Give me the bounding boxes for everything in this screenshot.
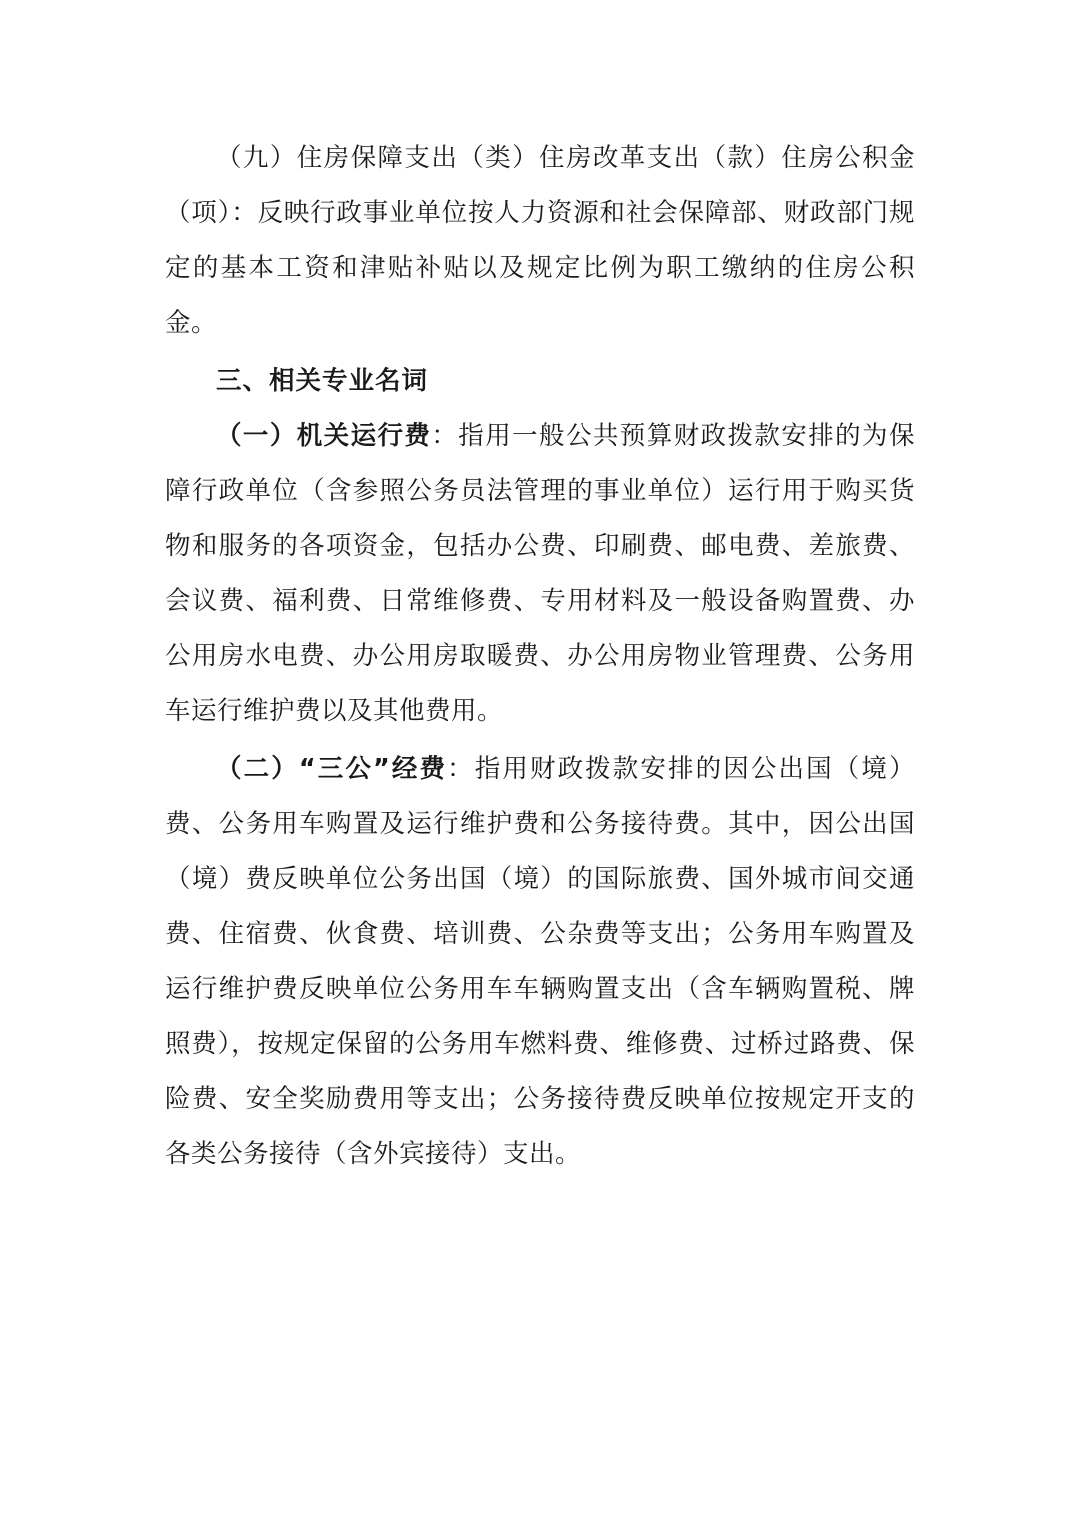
document-page <box>165 131 915 1182</box>
three-public-label: （二）“三公”经费 <box>216 754 448 784</box>
operating-cost-label: （一）机关运行费 <box>216 421 432 451</box>
operating-cost-text: ：指用一般公共预算财政拨款安排的为保障行政单位（含参照公务员法管理的事业单位）运行用于购买货物和服务的各项资金，包括办公费、印刷费、邮电费、差旅费、会议费、福利费、日常维修费、专用材料及一般设备购置费、办公用房水电费、办公用房取暖费、办公用房物业管理费、公务用车运行维护费以及其他费用。 <box>165 421 915 726</box>
section-heading-related-terms: 三、相关专业名词 <box>216 366 429 396</box>
paragraph-operating-cost <box>165 409 915 739</box>
housing-fund-text: ：反映行政事业单位按人力资源和社会保障部、财政部门规定的基本工资和津贴补贴以及规定比例为职工缴纳的住房公积金。 <box>165 198 915 338</box>
housing-fund-label: （九）住房保障支出（类）住房改革支出（款）住房公积金（项） <box>165 143 915 228</box>
paragraph-housing-fund <box>165 131 915 351</box>
three-public-text: ：指用财政拨款安排的因公出国（境）费、公务用车购置及运行维护费和公务接待费。其中，因公出国（境）费反映单位公务出国（境）的国际旅费、国外城市间交通费、住宿费、伙食费、培训费、公杂费等支出；公务用车购置及运行维护费反映单位公务用车车辆购置支出（含车辆购置税、牌照费），按规定保留的公务用车燃料费、维修费、过桥过路费、保险费、安全奖励费用等支出；公务接待费反映单位按规定开支的各类公务接待（含外宾接待）支出。 <box>165 754 915 1169</box>
paragraph-three-public-expenses <box>165 742 915 1182</box>
